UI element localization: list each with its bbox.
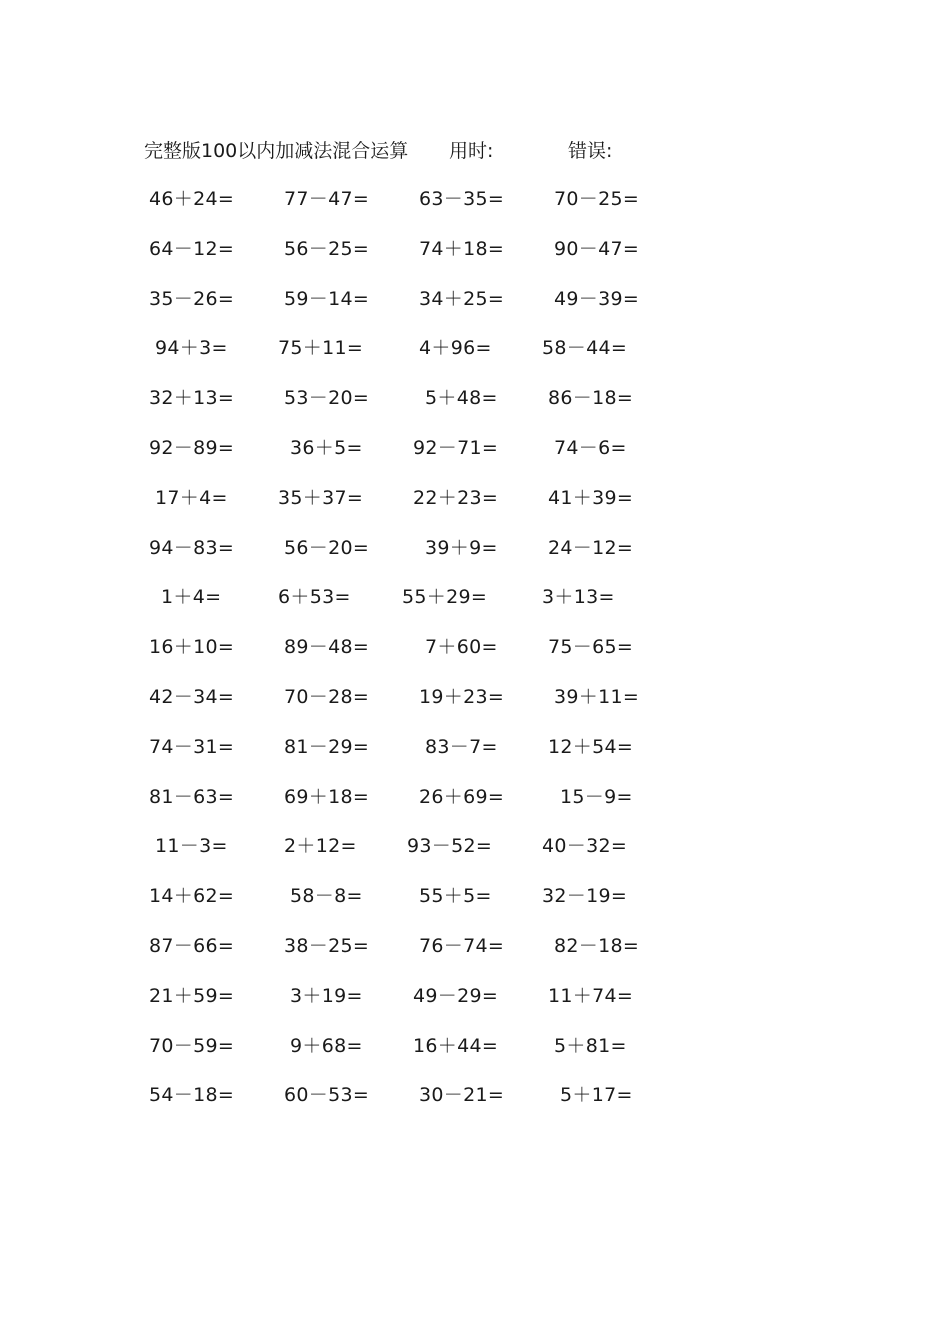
math-problem: 16＋44= [413, 1034, 499, 1057]
math-problem: 56－25= [284, 237, 370, 260]
math-problem: 41＋39= [548, 486, 634, 509]
math-problem: 74－6= [554, 436, 627, 459]
problem-row [0, 533, 950, 583]
math-problem: 38－25= [284, 934, 370, 957]
math-problem: 69＋18= [284, 785, 370, 808]
math-problem: 1＋4= [161, 586, 222, 609]
problem-row [0, 981, 950, 1031]
math-problem: 12＋54= [548, 735, 634, 758]
problem-row [0, 582, 950, 632]
problem-row [0, 333, 950, 383]
math-problem: 11－3= [155, 835, 228, 858]
math-problem: 5＋48= [425, 387, 498, 410]
worksheet-title: 完整版100以内加减法混合运算 [144, 140, 409, 162]
math-problem: 2＋12= [284, 835, 357, 858]
math-problem: 15－9= [560, 785, 633, 808]
problem-row [0, 732, 950, 782]
math-problem: 60－53= [284, 1084, 370, 1107]
math-problem: 42－34= [149, 685, 235, 708]
math-problem: 14＋62= [149, 885, 235, 908]
math-problem: 94－83= [149, 536, 235, 559]
math-problem: 90－47= [554, 237, 640, 260]
math-problem: 75＋11= [278, 337, 364, 360]
math-problem: 24－12= [548, 536, 634, 559]
math-problem: 93－52= [407, 835, 493, 858]
math-problem: 92－71= [413, 436, 499, 459]
math-problem: 36＋5= [290, 436, 363, 459]
math-problem: 70－28= [284, 685, 370, 708]
math-problem: 49－39= [554, 287, 640, 310]
math-problem: 21＋59= [149, 984, 235, 1007]
worksheet-header [144, 136, 664, 166]
math-problem: 32－19= [542, 885, 628, 908]
math-problem: 4＋96= [419, 337, 492, 360]
math-problem: 46＋24= [149, 188, 235, 210]
problem-row [0, 782, 950, 832]
math-problem: 5＋81= [554, 1034, 627, 1057]
math-problem: 11＋74= [548, 984, 634, 1007]
math-problem: 34＋25= [419, 287, 505, 310]
math-problem: 35－26= [149, 287, 235, 310]
math-problem: 63－35= [419, 188, 505, 210]
math-problem: 89－48= [284, 636, 370, 659]
math-problem: 92－89= [149, 436, 235, 459]
math-problem: 70－25= [554, 188, 640, 210]
problem-row [0, 881, 950, 931]
math-problem: 53－20= [284, 387, 370, 410]
math-problem: 17＋4= [155, 486, 228, 509]
math-problem: 75－65= [548, 636, 634, 659]
math-problem: 55＋29= [402, 586, 488, 609]
math-problem: 40－32= [542, 835, 628, 858]
time-used-label: 用时: [449, 140, 494, 162]
math-problem: 35＋37= [278, 486, 364, 509]
problem-row [0, 184, 950, 234]
math-problem: 74＋18= [419, 237, 505, 260]
problem-row [0, 483, 950, 533]
math-problem: 39＋11= [554, 685, 640, 708]
math-problem: 16＋10= [149, 636, 235, 659]
math-problem: 6＋53= [278, 586, 351, 609]
math-problem: 77－47= [284, 188, 370, 210]
problem-row [0, 1080, 950, 1130]
math-problem: 56－20= [284, 536, 370, 559]
math-problem: 3＋19= [290, 984, 363, 1007]
math-problem: 3＋13= [542, 586, 615, 609]
math-problem: 81－29= [284, 735, 370, 758]
math-problem: 54－18= [149, 1084, 235, 1107]
math-problem: 7＋60= [425, 636, 498, 659]
math-problem: 30－21= [419, 1084, 505, 1107]
math-problem: 94＋3= [155, 337, 228, 360]
math-problem: 39＋9= [425, 536, 498, 559]
math-problem: 87－66= [149, 934, 235, 957]
math-problem: 58－8= [290, 885, 363, 908]
math-problem: 26＋69= [419, 785, 505, 808]
problem-row [0, 234, 950, 284]
math-problem: 64－12= [149, 237, 235, 260]
math-problem: 22＋23= [413, 486, 499, 509]
math-problem: 58－44= [542, 337, 628, 360]
errors-label: 错误: [568, 140, 613, 162]
math-problem: 86－18= [548, 387, 634, 410]
problem-row [0, 284, 950, 334]
math-problem: 19＋23= [419, 685, 505, 708]
problem-row [0, 1031, 950, 1081]
math-problem: 55＋5= [419, 885, 492, 908]
math-problem: 83－7= [425, 735, 498, 758]
math-problem: 82－18= [554, 934, 640, 957]
problem-row [0, 831, 950, 881]
math-problem: 70－59= [149, 1034, 235, 1057]
problem-row [0, 682, 950, 732]
math-problem: 76－74= [419, 934, 505, 957]
math-problem: 5＋17= [560, 1084, 633, 1107]
problem-row [0, 931, 950, 981]
problem-row [0, 433, 950, 483]
math-problem: 74－31= [149, 735, 235, 758]
problem-row [0, 632, 950, 682]
math-problem: 59－14= [284, 287, 370, 310]
math-problem: 9＋68= [290, 1034, 363, 1057]
problem-row [0, 383, 950, 433]
math-problem: 32＋13= [149, 387, 235, 410]
math-problem: 49－29= [413, 984, 499, 1007]
problem-grid [0, 184, 950, 1130]
math-problem: 81－63= [149, 785, 235, 808]
